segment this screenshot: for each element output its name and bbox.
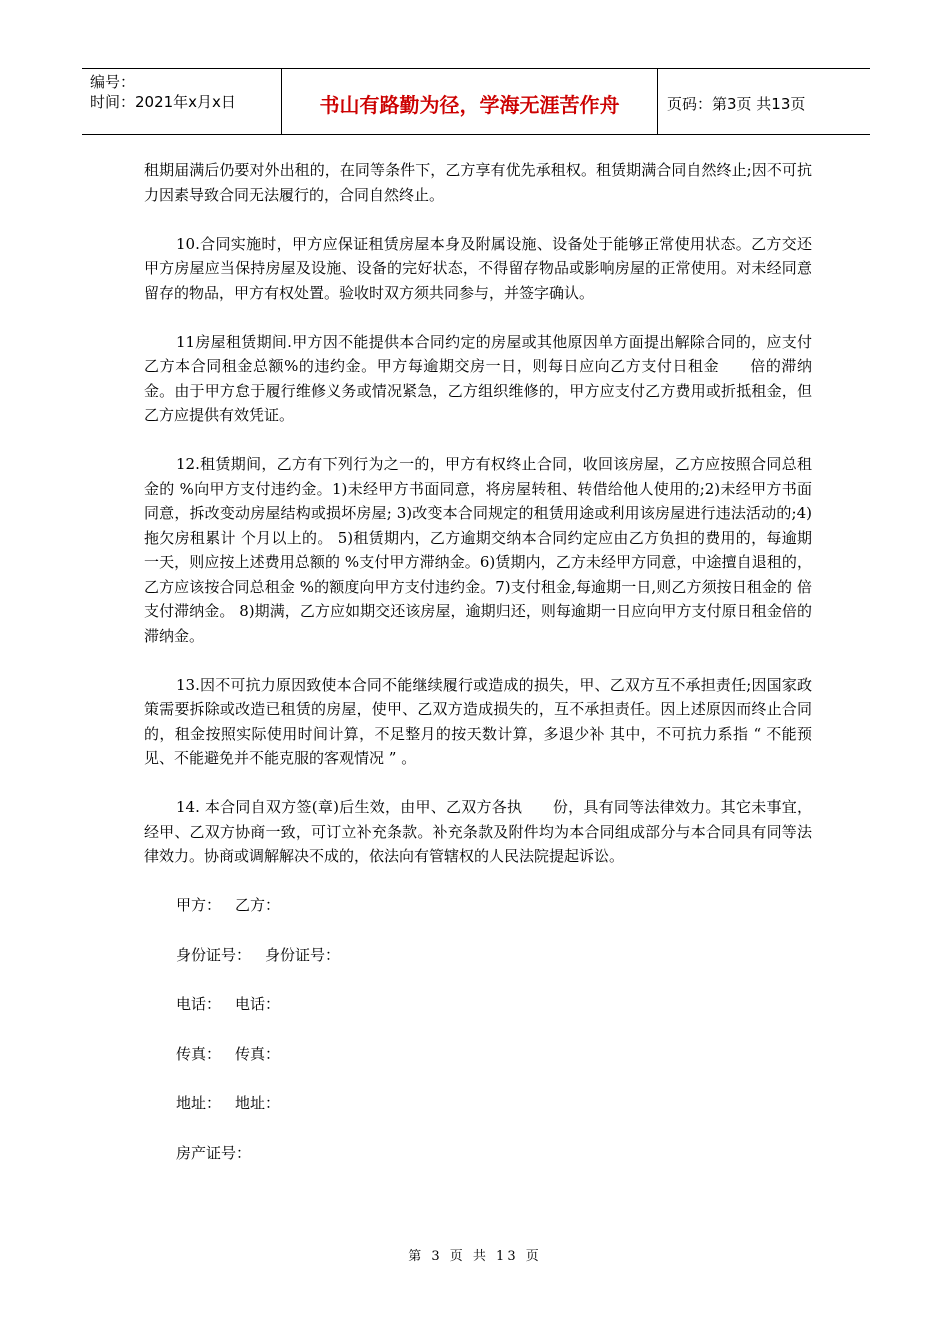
paragraph-continuation: 租期届满后仍要对外出租的，在同等条件下，乙方享有优先承租权。租赁期满合同自然终止;因不可抗力因素导致合同无法履行的，合同自然终止。 xyxy=(144,161,812,204)
fax-b-label: 传真： xyxy=(235,1044,281,1063)
id-a-label: 身份证号： xyxy=(176,945,252,964)
phone-b-label: 电话： xyxy=(235,995,281,1013)
document-date-label: 时间：2021年x月x日 xyxy=(90,93,236,111)
paragraph-clause-10: 10.合同实施时，甲方应保证租赁房屋本身及附属设施、设备处于能够正常使用状态。乙方交还甲方房屋应当保持房屋及设施、设备的完好状态，不得留存物品或影响房屋的正常使用。对未经同意留存的物品，甲方有权处置。验收时双方须共同参与，并签字确认。 xyxy=(144,234,812,302)
phone-a-label: 电话： xyxy=(176,995,222,1013)
paragraph-clause-11: 11房屋租赁期间.甲方因不能提供本合同约定的房屋或其他原因单方面提出解除合同的，应支付乙方本合同租金总额%的违约金。甲方每逾期交房一日，则每日应向乙方支付日租金 倍的滞纳金。由于甲方怠于履行维修义务或情况紧急，乙方组织维修的，甲方应支付乙方费用或折抵租金，但乙方应提供有效凭证。 xyxy=(144,332,812,424)
signature-party-row xyxy=(144,893,812,918)
paragraph-clause-14: 14. 本合同自双方签(章)后生效，由甲、乙双方各执 份，具有同等法律效力。其它未事宜，经甲、乙双方协商一致，可订立补充条款。补充条款及附件均为本合同组成部分与本合同具有同等法律效力。协商或调解解决不成的，依法向有管辖权的人民法院提起诉讼。 xyxy=(144,798,812,865)
signature-phone-row xyxy=(144,992,812,1017)
header-motto: 书山有路勤为径，学海无涯苦作舟 xyxy=(282,69,658,134)
paragraph-clause-12: 12.租赁期间，乙方有下列行为之一的，甲方有权终止合同，收回该房屋，乙方应按照合同总租金的 %向甲方支付违约金。1)未经甲方书面同意，将房屋转租、转借给他人使用的;2)未经甲方书面同意，拆改变动房屋结构或损坏房屋; 3)改变本合同规定的租赁用途或利用该房屋进行违法活动的;4)拖欠房租累计 个月以上的。 5)租赁期内，乙方逾期交纳本合同约定应由乙方负担的费用的，每逾期一天，则应按上述费用总额的 %支付甲方滞纳金。6)赁期内，乙方未经甲方同意，中途擅自退租的，乙方应该按合同总租金 %的额度向甲方支付违约金。7)支付租金,每逾期一日,则乙方须按日租金的 倍支付滞纳金。 8)期满，乙方应如期交还该房屋，逾期归还，则每逾期一日应向甲方支付原日租金倍的滞纳金。 xyxy=(144,455,812,645)
page-footer: 第 3 页 共 13 页 xyxy=(408,1249,542,1264)
address-a-label: 地址： xyxy=(176,1094,222,1112)
page-header xyxy=(82,68,870,135)
paragraph-clause-13: 13.因不可抗力原因致使本合同不能继续履行或造成的损失，甲、乙双方互不承担责任;因国家政策需要拆除或改造已租赁的房屋，使甲、乙双方造成损失的，互不承担责任。因上述原因而终止合同的，租金按照实际使用时间计算，不足整月的按天数计算，多退少补 其中，不可抗力系指 “ 不能预见、不能避免并不能克服的客观情况 ” 。 xyxy=(144,675,812,767)
signature-property-row xyxy=(144,1141,812,1166)
id-b-label: 身份证号： xyxy=(265,945,341,964)
address-b-label: 地址： xyxy=(235,1094,281,1112)
header-page-info: 页码：第3页 共13页 xyxy=(667,95,806,113)
signature-fax-row xyxy=(144,1042,812,1067)
party-a-label: 甲方： xyxy=(176,896,222,914)
document-number-label: 编号： xyxy=(90,73,136,91)
fax-a-label: 传真： xyxy=(176,1044,222,1063)
property-cert-label: 房产证号： xyxy=(176,1143,252,1162)
party-b-label: 乙方： xyxy=(235,896,281,914)
signature-id-row xyxy=(144,943,812,968)
header-meta xyxy=(82,69,282,134)
document-body xyxy=(144,158,812,1190)
signature-address-row xyxy=(144,1091,812,1116)
